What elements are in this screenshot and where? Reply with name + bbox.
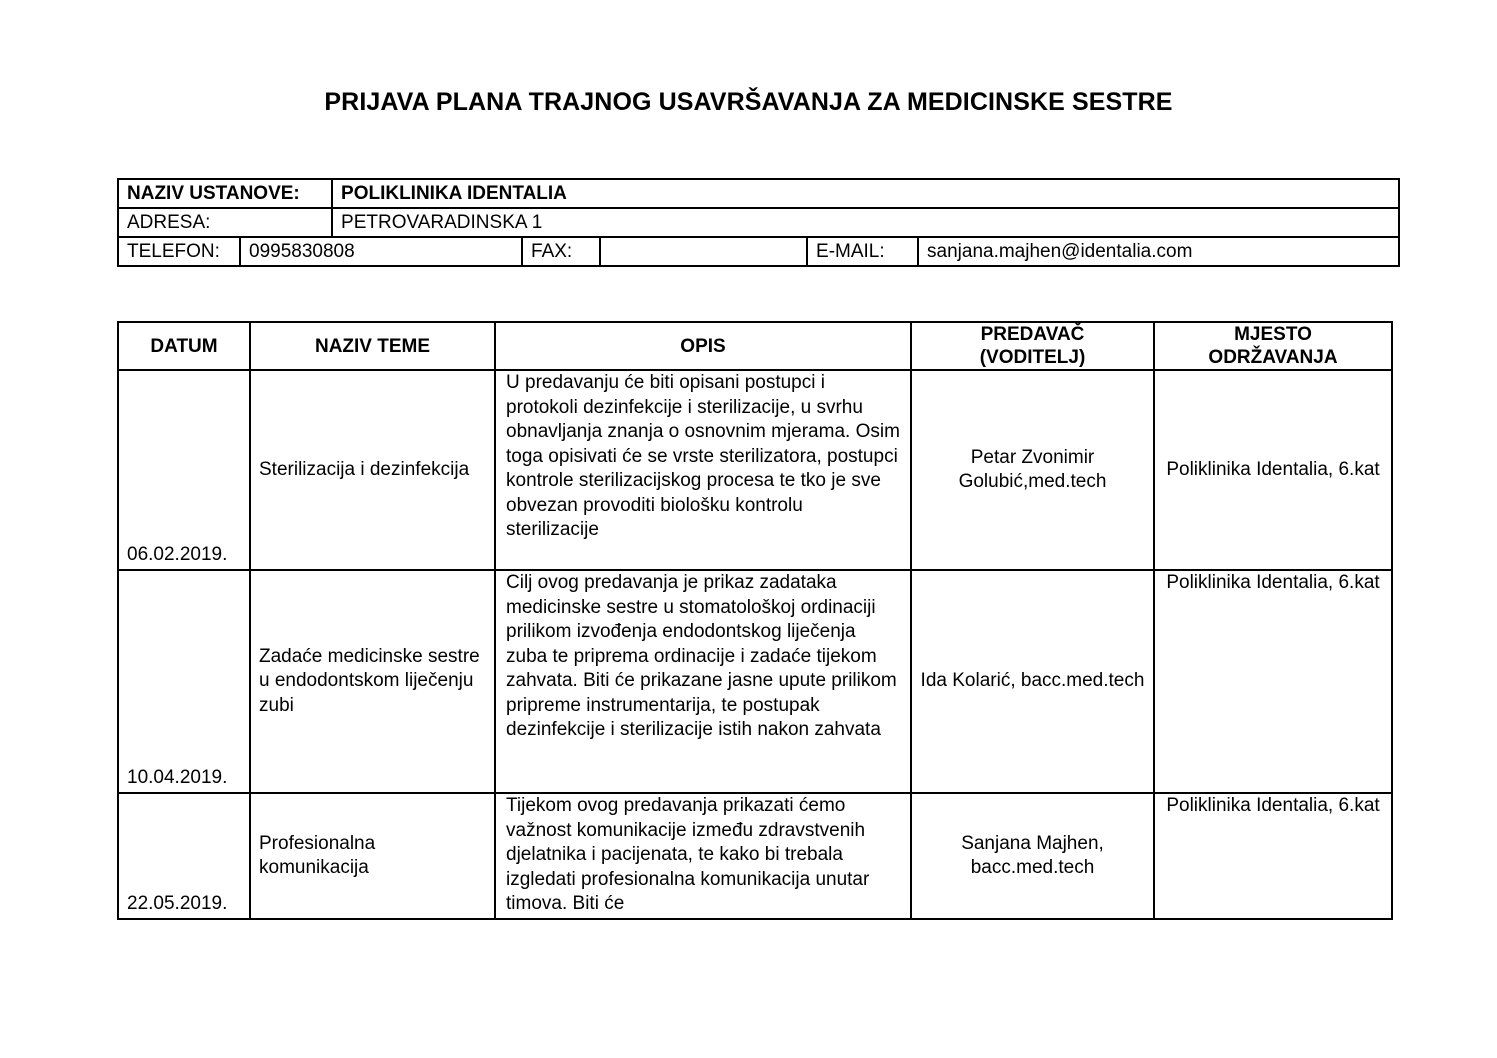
row-lecturer: Sanjana Majhen, bacc.med.tech xyxy=(911,793,1154,919)
row-topic: Profesionalna komunikacija xyxy=(250,793,495,919)
institution-info-table xyxy=(117,178,1400,267)
row-description-cell xyxy=(495,793,911,919)
education-plan-table xyxy=(117,321,1393,920)
row-place: Poliklinika Identalia, 6.kat xyxy=(1154,370,1392,570)
institution-name-label: NAZIV USTANOVE: xyxy=(118,179,332,208)
header-place xyxy=(1154,322,1392,370)
row-lecturer: Petar Zvonimir Golubić,med.tech xyxy=(911,370,1154,570)
row-lecturer: Ida Kolarić, bacc.med.tech xyxy=(911,570,1154,793)
page-title: PRIJAVA PLANA TRAJNOG USAVRŠAVANJA ZA MEDICINSKE SESTRE xyxy=(324,88,1173,116)
header-date: DATUM xyxy=(118,322,250,370)
address-value: PETROVARADINSKA 1 xyxy=(332,208,1399,237)
header-lecturer xyxy=(911,322,1154,370)
email-value: sanjana.majhen@identalia.com xyxy=(918,237,1399,266)
row-description: U predavanju će biti opisani postupci i protokoli dezinfekcije i sterilizacije, u svrhu obnavljanja znanja o osnovnim mjerama. Osim toga opisivati će se vrste sterilizatora, postupci kontrole sterilizacijskog procesa te tko je sve obvezan provoditi biološku kontrolu sterilizacije xyxy=(495,370,911,570)
row-topic: Zadaće medicinske sestre u endodontskom liječenju zubi xyxy=(250,570,495,793)
row-date: 06.02.2019. xyxy=(118,370,250,570)
row-description: Tijekom ovog predavanja prikazati ćemo važnost komunikacije između zdravstvenih djelatnika i pacijenata, te kako bi trebala izgledati profesionalna komunikacija unutar timova. Biti će xyxy=(506,795,870,914)
row-date: 22.05.2019. xyxy=(118,793,250,919)
fax-label: FAX: xyxy=(522,237,600,266)
fax-value xyxy=(600,237,807,266)
table-row xyxy=(118,370,1392,570)
table-row xyxy=(118,570,1392,793)
address-label: ADRESA: xyxy=(118,208,332,237)
table-header-row xyxy=(118,322,1392,370)
header-lecturer-line1: PREDAVAČ xyxy=(980,324,1085,345)
table-row xyxy=(118,793,1392,919)
phone-value: 0995830808 xyxy=(240,237,522,266)
row-topic: Sterilizacija i dezinfekcija xyxy=(250,370,495,570)
institution-name-value: POLIKLINIKA IDENTALIA xyxy=(332,179,1399,208)
header-description: OPIS xyxy=(495,322,911,370)
row-date: 10.04.2019. xyxy=(118,570,250,793)
header-topic: NAZIV TEME xyxy=(250,322,495,370)
header-place-line1: MJESTO xyxy=(1234,324,1312,345)
row-place: Poliklinika Identalia, 6.kat xyxy=(1154,793,1392,919)
row-description: Cilj ovog predavanja je prikaz zadataka medicinske sestre u stomatološkoj ordinaciji prilikom izvođenja endodontskog liječenja zuba te priprema ordinacije i zadaće tijekom zahvata. Biti će prikazane jasne upute prilikom pripreme instrumentarija, te postupak dezinfekcije i sterilizacije istih nakon zahvata xyxy=(495,570,911,793)
phone-label: TELEFON: xyxy=(118,237,240,266)
header-place-line2: ODRŽAVANJA xyxy=(1208,347,1338,368)
header-lecturer-line2: (VODITELJ) xyxy=(979,347,1086,368)
email-label: E-MAIL: xyxy=(807,237,918,266)
row-place: Poliklinika Identalia, 6.kat xyxy=(1154,570,1392,793)
